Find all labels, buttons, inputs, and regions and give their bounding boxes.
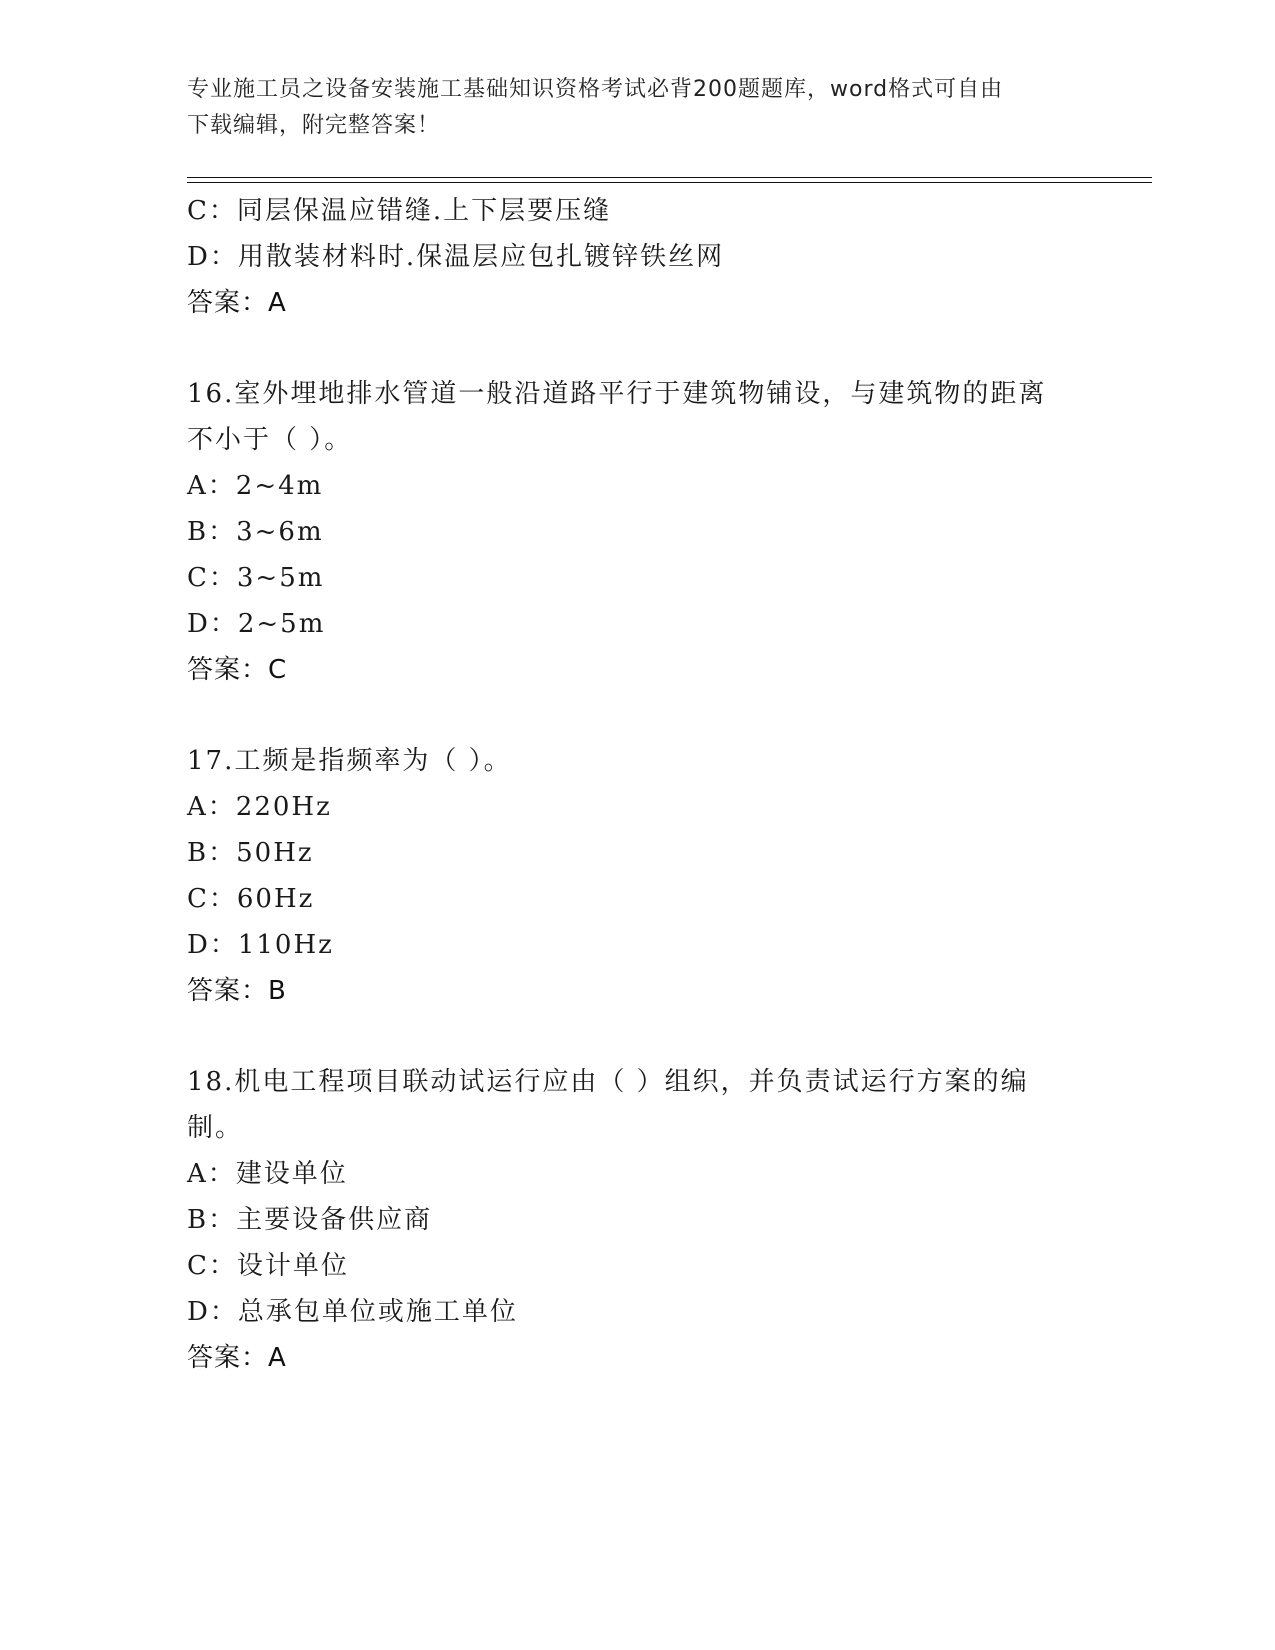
header-divider-bottom — [187, 182, 1152, 183]
option-b: B：50Hz — [187, 838, 314, 868]
question-stem: 16.室外埋地排水管道一般沿道路平行于建筑物铺设，与建筑物的距离 — [187, 379, 1047, 409]
header-line-1: 专业施工员之设备安装施工基础知识资格考试必背200题题库，word格式可自由 — [187, 77, 1004, 102]
option-d: D：总承包单位或施工单位 — [187, 1297, 518, 1327]
option-a: A：2~4m — [187, 471, 324, 501]
option-d: D：用散装材料时.保温层应包扎镀锌铁丝网 — [187, 242, 725, 272]
option-c: C：同层保温应错缝.上下层要压缝 — [187, 196, 612, 226]
document-header — [187, 72, 1067, 144]
answer-label: 答案：A — [187, 1343, 287, 1373]
option-b: B：3~6m — [187, 517, 324, 547]
spacer — [187, 693, 1087, 738]
option-d: D：2~5m — [187, 609, 326, 639]
answer-label: 答案：A — [187, 288, 287, 318]
answer-label: 答案：C — [187, 655, 288, 685]
question-stem-continued: 制。 — [187, 1113, 244, 1143]
header-line-2: 下载编辑，附完整答案！ — [187, 113, 441, 138]
answer-label: 答案：B — [187, 976, 287, 1006]
option-d: D：110Hz — [187, 930, 334, 960]
option-c: C：3~5m — [187, 563, 325, 593]
spacer — [187, 1014, 1087, 1059]
question-15-tail — [187, 188, 1087, 326]
question-18 — [187, 1059, 1087, 1381]
question-16 — [187, 371, 1087, 693]
option-c: C：60Hz — [187, 884, 315, 914]
question-17 — [187, 738, 1087, 1014]
option-a: A：建设单位 — [187, 1159, 348, 1189]
option-c: C：设计单位 — [187, 1251, 349, 1281]
question-stem-continued: 不小于（ ）。 — [187, 425, 353, 455]
question-stem: 17.工频是指频率为（ ）。 — [187, 746, 512, 776]
spacer — [187, 326, 1087, 371]
header-divider-top — [187, 177, 1152, 178]
question-list — [187, 188, 1087, 1381]
option-a: A：220Hz — [187, 792, 332, 822]
question-stem: 18.机电工程项目联动试运行应由（ ）组织，并负责试运行方案的编 — [187, 1067, 1029, 1097]
option-b: B：主要设备供应商 — [187, 1205, 433, 1235]
